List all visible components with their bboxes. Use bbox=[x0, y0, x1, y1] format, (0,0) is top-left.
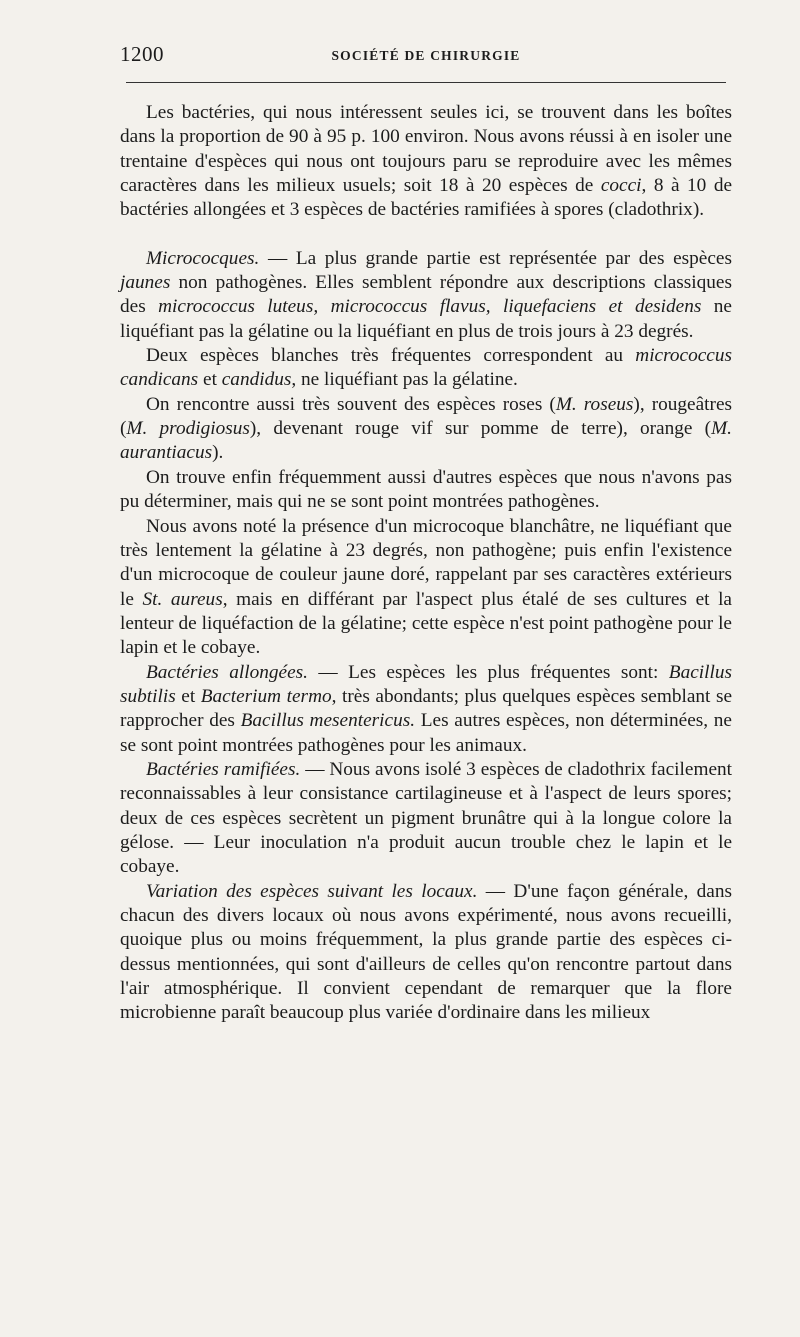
page-header bbox=[120, 38, 732, 68]
italic-term: M. prodigiosus bbox=[126, 418, 250, 440]
text-run: — Nous avons isolé 3 espèces de cladothrix facilement reconnaissables à leur consistance cartilagineuse et à l'aspect de leurs spores; deux de ces espèces secrètent un pigment brunâtre qui à la longue colore la gélose. — Leur inoculation n'a produit aucun trouble chez le lapin et le cobaye. bbox=[120, 758, 732, 878]
italic-term: candidus bbox=[221, 369, 292, 391]
text-run: On rencontre aussi très souvent des espèces roses ( bbox=[146, 393, 556, 415]
text-run: , mais en différant par l'aspect plus étalé de ses cultures et la lenteur de liquéfaction de la gélatine; cette espèce n'est point pathogène pour le lapin et le cobaye. bbox=[120, 588, 732, 659]
body-text bbox=[120, 101, 732, 1026]
italic-term: M. roseus bbox=[555, 393, 634, 415]
italic-term: cocci bbox=[600, 175, 642, 197]
italic-term: Bacillus mesentericus. bbox=[240, 710, 416, 732]
text-run: Les autres espèces, non déterminées, ne se sont point montrées pathogènes pour les animaux. bbox=[120, 710, 732, 756]
italic-term: Micrococques. bbox=[146, 247, 260, 269]
paragraph-p5 bbox=[120, 466, 732, 515]
text-run: , 8 à 10 de bactéries allongées et 3 espèces de bactéries ramifiées à spores (cladothrix). bbox=[120, 175, 733, 221]
text-run: , ne liquéfiant pas la gélatine. bbox=[291, 369, 518, 391]
text-run: Deux espèces blanches très fréquentes correspondent au bbox=[146, 345, 636, 367]
text-run: — La plus grande partie est représentée par des espèces bbox=[259, 247, 732, 269]
italic-term: micrococcus luteus, micrococcus flavus, liquefaciens et desidens bbox=[158, 296, 702, 318]
header-rule bbox=[126, 82, 726, 83]
paragraph-p8 bbox=[120, 758, 732, 880]
italic-term: M. aurantiacus bbox=[120, 418, 732, 464]
paragraph-p3 bbox=[120, 344, 732, 393]
italic-term: jaunes bbox=[120, 272, 171, 294]
text-run: ). bbox=[212, 442, 224, 464]
text-run: et bbox=[198, 369, 222, 391]
text-run: non pathogènes. Elles semblent répondre aux descriptions classiques des bbox=[120, 272, 732, 318]
running-title: SOCIÉTÉ DE CHIRURGIE bbox=[331, 48, 521, 63]
text-run: , très abondants; plus quelques espèces semblant se rapprocher des bbox=[120, 685, 733, 732]
italic-term: St. aureus bbox=[142, 588, 223, 610]
text-run: On trouve enfin fréquemment aussi d'autres espèces que nous n'avons pas pu déterminer, mais qui ne se sont point montrées pathogènes. bbox=[120, 466, 732, 513]
paragraph-p6 bbox=[120, 515, 732, 661]
text-run: Nous avons noté la présence d'un microcoque blanchâtre, ne liquéfiant que très lentement la gélatine à 23 degrés, non pathogène; puis enfin l'existence d'un microcoque de couleur jaune doré, rappelant par ses caractères extérieurs le bbox=[120, 515, 732, 610]
italic-term: Bacillus subtilis bbox=[120, 661, 732, 707]
text-run: Les bactéries, qui nous intéressent seules ici, se trouvent dans les boîtes dans la proportion de 90 à 95 p. 100 environ. Nous avons réussi à en isoler une trentaine d'espèces qui nous ont toujours paru se reproduire avec les mêmes caractères dans les milieux usuels; soit 18 à 20 espèces de bbox=[120, 102, 732, 197]
italic-term: micrococcus candicans bbox=[120, 345, 732, 391]
page-number: 1200 bbox=[120, 42, 164, 66]
text-run: ), devenant rouge vif sur pomme de terre), orange ( bbox=[249, 418, 712, 440]
paragraph-p4 bbox=[120, 393, 732, 466]
paragraph-p7 bbox=[120, 661, 732, 758]
paragraph-p9 bbox=[120, 880, 732, 1026]
text-run: ), rougeâtres ( bbox=[120, 393, 733, 440]
italic-term: Variation des espèces suivant les locaux. bbox=[146, 880, 478, 902]
paragraph-p1 bbox=[120, 101, 732, 223]
text-run: — D'une façon générale, dans chacun des divers locaux où nous avons expérimenté, nous avons recueilli, quoique plus ou moins fréquemment, la plus grande partie des espèces ci-dessus mentionnées, qui sont d'ailleurs de celles qu'on rencontre partout dans l'air atmosphérique. Il convient cependant de remarquer que la flore microbienne paraît beaucoup plus variée d'ordinaire dans les milieux bbox=[120, 880, 732, 1024]
italic-term: Bactéries allongées. bbox=[146, 661, 308, 683]
text-run: et bbox=[175, 685, 201, 707]
paragraph-p2 bbox=[120, 247, 732, 344]
italic-term: Bacterium termo bbox=[200, 685, 332, 707]
italic-term: Bactéries ramifiées. bbox=[146, 758, 301, 780]
text-run: — Les espèces les plus fréquentes sont: bbox=[307, 661, 669, 683]
text-run: ne liquéfiant pas la gélatine ou la liquéfiant en plus de trois jours à 23 degrés. bbox=[120, 296, 732, 342]
